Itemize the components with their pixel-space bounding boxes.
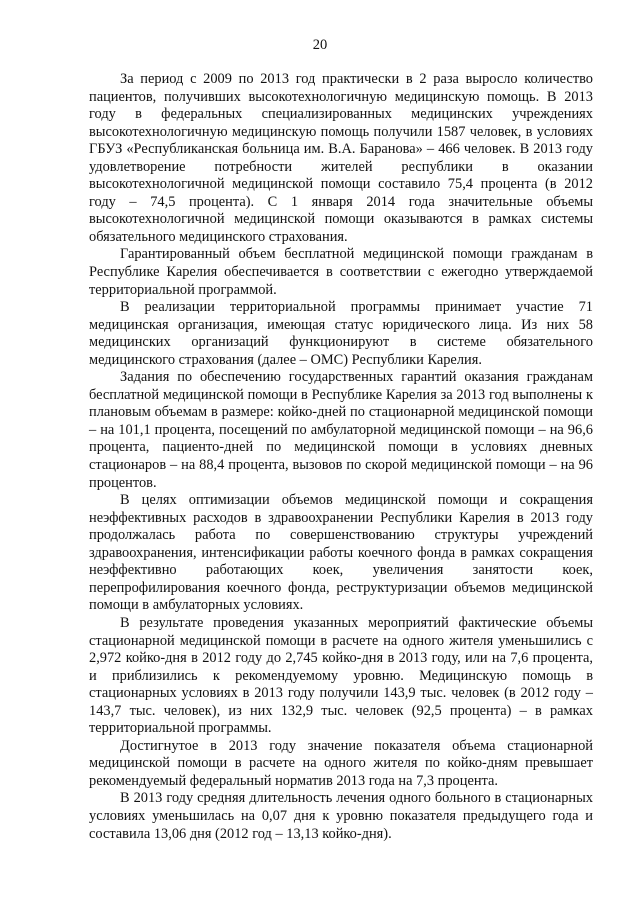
paragraph-guaranteed-volume: Гарантированный объем бесплатной медицинской помощи гражданам в Республике Карелия обеспечивается в соответствии с ежегодно утверждаемой территориальной программой. (89, 246, 593, 298)
paragraph-state-guarantees: Задания по обеспечению государственных гарантий оказания гражданам бесплатной медицинской помощи в Республике Карелия за 2013 год выполнены к плановым объемам в размере: койко-дней по стационарной медицинской помощи – на 101,1 процента, посещений по амбулаторной медицинской помощи – на 96,6 процента, пациенто-дней по медицинской помощи в условиях дневных стационаров – на 88,4 процента, вызовов по скорой медицинской помощи – на 96 процентов. (89, 369, 593, 491)
paragraph-average-stay: В 2013 году средняя длительность лечения одного больного в стационарных условиях уменьшилась на 0,07 дня к уровню показателя предыдущего года и составила 13,06 дня (2012 год – 13,13 койко-дня). (89, 790, 593, 842)
paragraph-high-tech-care: За период с 2009 по 2013 год практически в 2 раза выросло количество пациентов, получивших высокотехнологичную медицинскую помощь. В 2013 году в федеральных специализированных медицинских учреждениях высокотехнологичную медицинскую помощь получили 1587 человек, в условиях ГБУЗ «Республиканская больница им. В.А. Баранова» – 466 человек. В 2013 году удовлетворение потребности жителей республики в оказании высокотехнологичной медицинской помощи составило 75,4 процента (в 2012 году – 74,5 процента). С 1 января 2014 года значительные объемы высокотехнологичной медицинской помощи оказываются в рамках системы обязательного медицинского страхования. (89, 71, 593, 245)
paragraph-achieved-value: Достигнутое в 2013 году значение показателя объема стационарной медицинской помощи в расчете на одного жителя по койко-дням превышает рекомендуемый федеральный норматив 2013 года на 7,3 процента. (89, 737, 593, 789)
paragraph-optimization: В целях оптимизации объемов медицинской помощи и сокращения неэффективных расходов в здравоохранении Республики Карелия в 2013 году продолжалась работа по совершенствованию структуры учреждений здравоохранения, интенсификации работы коечного фонда в рамках сокращения неэффективно работающих коек, увеличения занятости коек, перепрофилирования коечного фонда, реструктуризации объемов медицинской помощи в амбулаторных условиях. (89, 492, 593, 614)
paragraph-results: В результате проведения указанных мероприятий фактические объемы стационарной медицинской помощи в расчете на одного жителя уменьшились с 2,972 койко-дня в 2012 году до 2,745 койко-дня в 2013 году, или на 7,6 процента, и приблизились к рекомендуемому уровню. Медицинскую помощь в стационарных условиях в 2013 году получили 143,9 тыс. человек (в 2012 году – 143,7 тыс. человек), из них 132,9 тыс. человек (92,5 процента) – в рамках территориальной программы. (89, 614, 593, 737)
document-body (89, 71, 593, 843)
page-number: 20 (312, 37, 328, 53)
paragraph-participating-organizations: В реализации территориальной программы принимает участие 71 медицинская организация, имеющая статус юридического лица. Из них 58 медицинских организаций функционируют в системе обязательного медицинского страхования (далее – ОМС) Республики Карелия. (89, 299, 593, 368)
